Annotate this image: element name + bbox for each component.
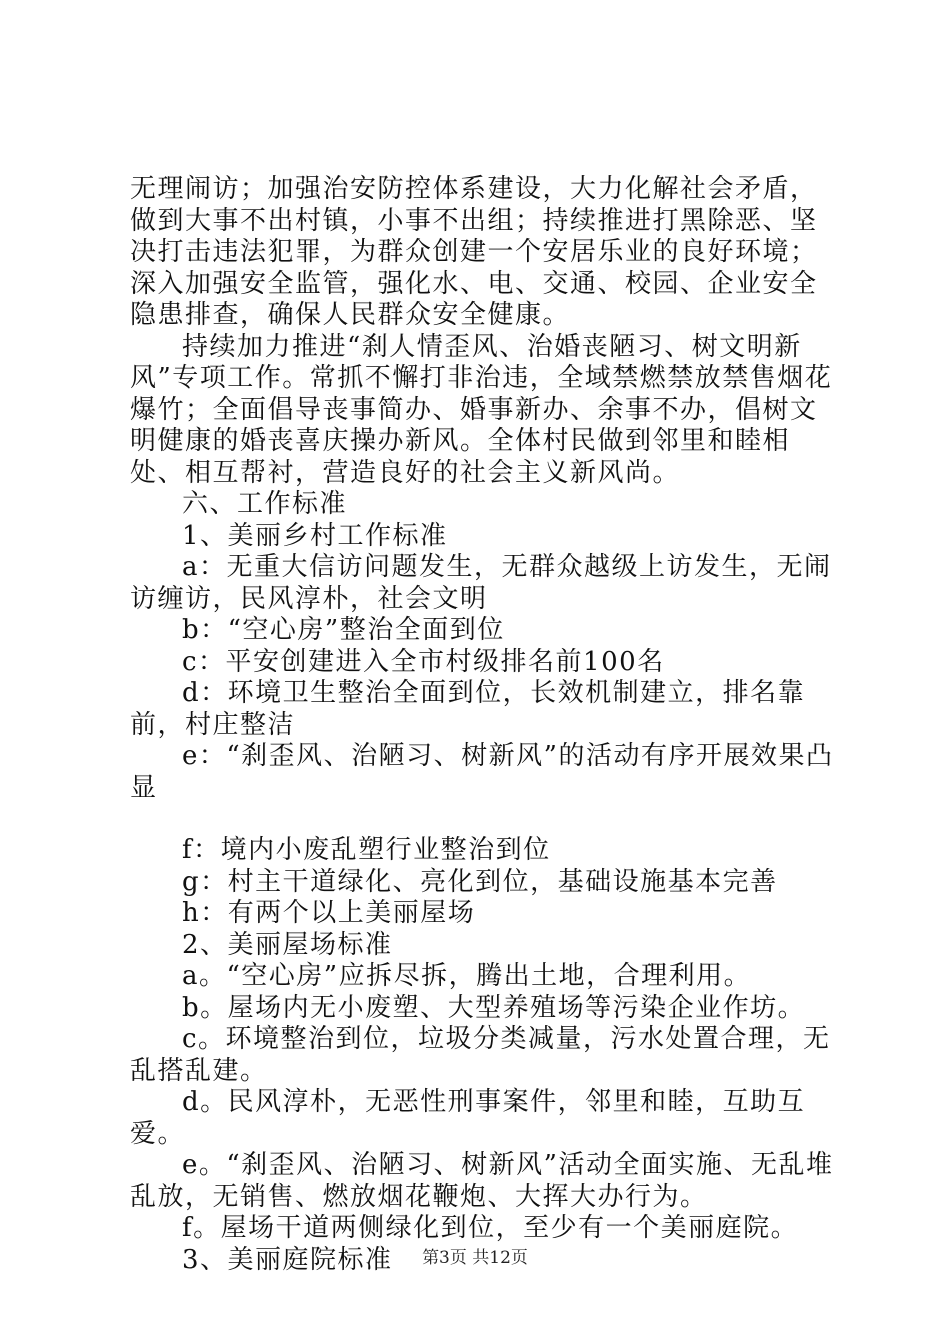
- section-heading: 六、工作标准: [182, 489, 348, 519]
- document-body: [130, 174, 834, 1276]
- paragraph: 无理闹访；加强治安防控体系建设，大力化解社会矛盾，做到大事不出村镇，小事不出组；持续推进打黑除恶、坚决打击违法犯罪，为群众创建一个安居乐业的良好环境；深入加强安全监管，强化水、电、交通、校园、企业安全隐患排查，确保人民群众安全健康。: [130, 174, 818, 330]
- list-item: f：境内小废乱塑行业整治到位: [182, 835, 551, 865]
- list-item: e：“刹歪风、治陋习、树新风”的活动有序开展效果凸显: [130, 741, 834, 803]
- list-item: e。“刹歪风、治陋习、树新风”活动全面实施、无乱堆乱放，无销售、燃放烟花鞭炮、大挥大办行为。: [130, 1150, 834, 1212]
- paragraph: 持续加力推进“刹人情歪风、治婚丧陋习、树文明新风”专项工作。常抓不懈打非治违，全域禁燃禁放禁售烟花爆竹；全面倡导丧事简办、婚事新办、余事不办，倡树文明健康的婚丧喜庆操办新风。全体村民做到邻里和睦相处、相互帮衬，营造良好的社会主义新风尚。: [130, 331, 833, 488]
- subsection-heading: 1、美丽乡村工作标准: [182, 520, 448, 551]
- list-item: b：“空心房”整治全面到位: [182, 615, 505, 645]
- list-item: h：有两个以上美丽屋场: [182, 898, 476, 928]
- list-item: b。屋场内无小废塑、大型养殖场等污染企业作坊。: [182, 992, 806, 1023]
- list-item: d：环境卫生整治全面到位，长效机制建立，排名靠前，村庄整洁: [130, 678, 806, 740]
- subsection-heading: 3、美丽庭院标准: [182, 1244, 393, 1275]
- list-item: a：无重大信访问题发生，无群众越级上访发生，无闹访缠访，民风淳朴，社会文明: [130, 552, 832, 614]
- list-item: f。屋场干道两侧绿化到位，至少有一个美丽庭院。: [182, 1213, 799, 1243]
- list-item: g：村主干道绿化、亮化到位，基础设施基本完善: [182, 866, 778, 897]
- list-item: c。环境整治到位，垃圾分类减量，污水处置合理，无乱搭乱建。: [130, 1024, 831, 1086]
- blank-line: [130, 804, 834, 835]
- list-item: a。“空心房”应拆尽拆，腾出土地，合理利用。: [182, 961, 752, 991]
- page-number-footer: 第3页 共12页: [422, 1248, 528, 1268]
- list-item: c：平安创建进入全市村级排名前100名: [182, 646, 665, 677]
- list-item: d。民风淳朴，无恶性刑事案件，邻里和睦，互助互爱。: [130, 1087, 806, 1149]
- subsection-heading: 2、美丽屋场标准: [182, 929, 393, 960]
